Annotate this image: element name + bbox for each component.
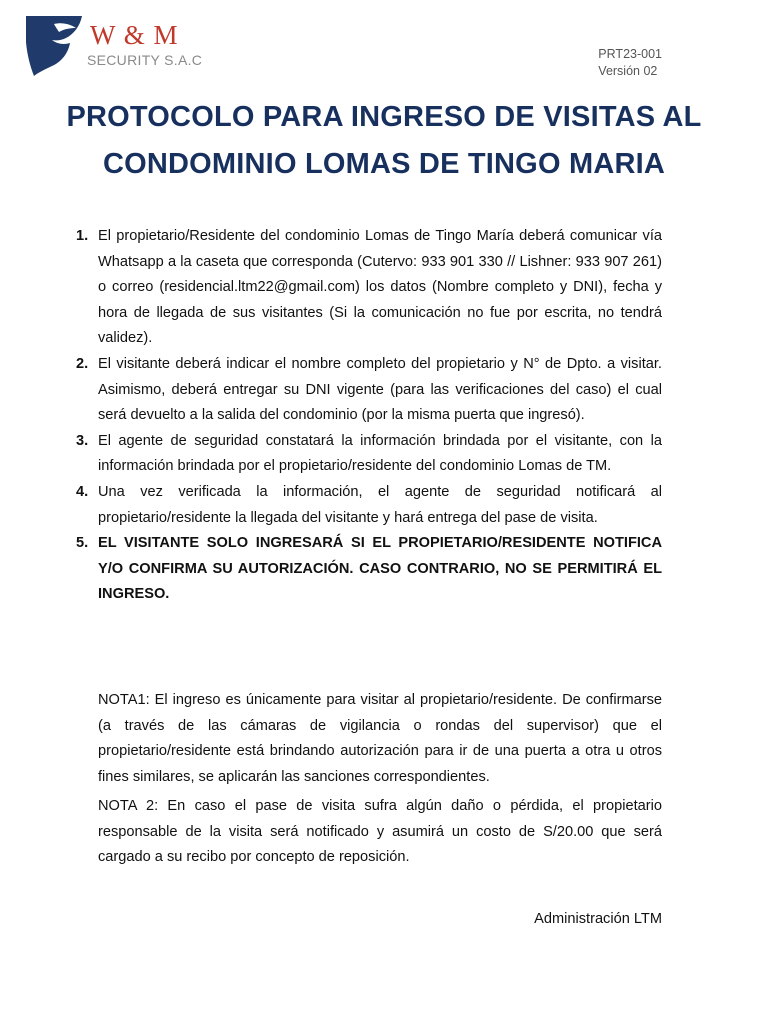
- company-logo: [24, 14, 204, 78]
- rule-text: El propietario/Residente del condominio Lomas de Tingo María deberá comunicar vía Whatsapp a la caseta que corresponda (Cutervo: 933 901 330 // Lishner: 933 907 261) o correo (residencial.ltm22@gmail.com) los datos (Nombre completo y DNI), fecha y hora de llegada de sus visitantes (Si la comunicación no fue por escrita, no tendrá validez).: [98, 228, 662, 347]
- rule-number: 5.: [76, 535, 89, 552]
- rule-number: 1.: [76, 228, 89, 244]
- rule-text: Una vez verificada la información, el agente de seguridad notificará al propietario/residente la llegada del visitante y hará entrega del pase de visita.: [98, 483, 662, 526]
- rule-number: 2.: [76, 355, 89, 372]
- document-meta: [598, 46, 662, 80]
- title-line-1: PROTOCOLO PARA INGRESO DE VISITAS AL: [66, 101, 702, 133]
- rule-item: [68, 224, 662, 352]
- document-code: PRT23-001: [598, 47, 662, 61]
- rules-list: [68, 224, 662, 608]
- document-title: [40, 94, 728, 188]
- eagle-logo-icon: [24, 14, 84, 76]
- rule-number: 4.: [76, 483, 89, 500]
- rule-item: [68, 429, 662, 480]
- note-1: NOTA1: El ingreso es únicamente para visitar al propietario/residente. De confirmarse (a través de las cámaras de vigilancia o rondas del supervisor) que el propietario/residente está brindando autorización para ir de una puerta a otra u otros fines similares, se aplicarán las sanciones correspondientes.: [98, 692, 662, 785]
- company-subtitle: SECURITY S.A.C: [87, 52, 203, 68]
- company-name: W & M: [90, 20, 179, 50]
- note-2: NOTA 2: En caso el pase de visita sufra algún daño o pérdida, el propietario responsable de la visita será notificado y asumirá un costo de S/20.00 que será cargado a su recibo por concepto de reposición.: [98, 798, 662, 866]
- rule-text: El agente de seguridad constatará la información brindada por el visitante, con la información brindada por el propietario/residente del condominio Lomas de TM.: [98, 432, 662, 475]
- document-version: Versión 02: [598, 64, 658, 78]
- rule-item-highlighted: [68, 531, 662, 608]
- title-line-2: CONDOMINIO LOMAS DE TINGO MARIA: [102, 148, 665, 180]
- rule-item: [68, 352, 662, 429]
- rule-item: [68, 480, 662, 531]
- rule-number: 3.: [76, 432, 89, 449]
- rule-text: EL VISITANTE SOLO INGRESARÁ SI EL PROPIETARIO/RESIDENTE NOTIFICA Y/O CONFIRMA SU AUTORIZACIÓN. CASO CONTRARIO, NO SE PERMITIRÁ EL INGRESO.: [98, 535, 662, 603]
- rule-text: El visitante deberá indicar el nombre completo del propietario y N° de Dpto. a visitar. Asimismo, deberá entregar su DNI vigente (para las verificaciones del caso) el cual será devuelto a la salida del condominio (por la misma puerta que ingresó).: [98, 355, 662, 424]
- signature: Administración LTM: [534, 911, 662, 927]
